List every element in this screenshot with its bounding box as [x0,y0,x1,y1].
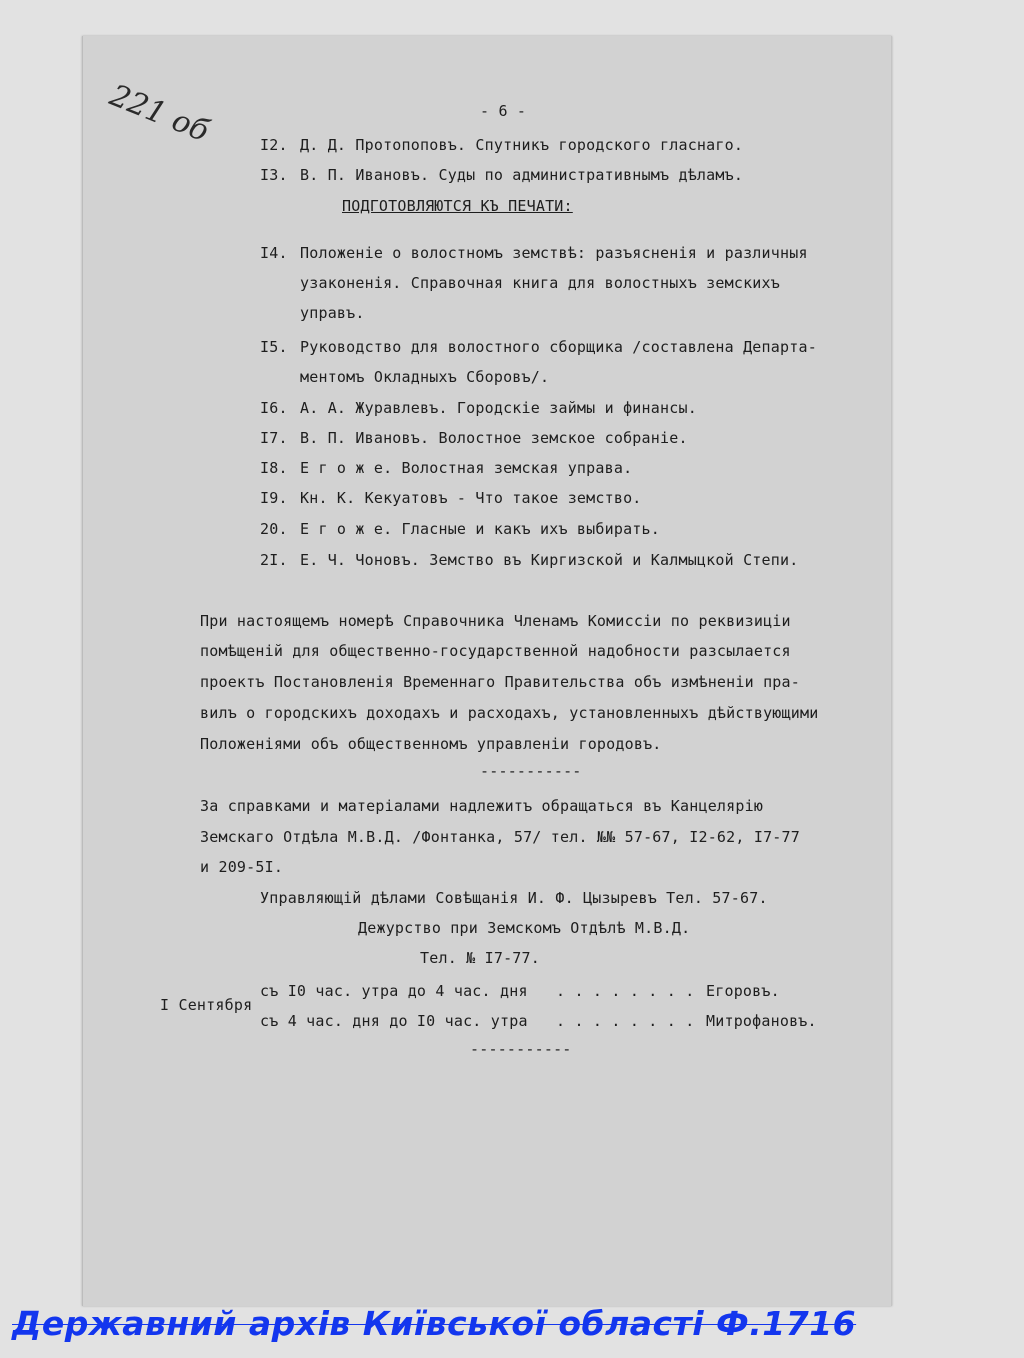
prep-item-line: узаконенія. Справочная книга для волостныхъ земскихъ [300,274,780,292]
notice-line: Положеніями объ общественномъ управленіи городовъ. [200,735,662,753]
prep-item-number: I7. [260,429,288,447]
prep-item-number: I8. [260,459,288,477]
document-sheet [82,36,892,1306]
page-number: - 6 - [480,102,527,120]
prep-item-line: Е г о ж е. Гласные и какъ ихъ выбирать. [300,520,660,538]
prep-item-number: I4. [260,244,288,262]
separator: ----------- [480,762,582,780]
duty-shift-time: съ I0 час. утра до 4 час. дня [260,982,528,1000]
duty-shift-time: съ 4 час. дня до I0 час. утра [260,1012,528,1030]
duty-shift-dots: . . . . . . . . [556,982,695,1000]
prep-item-number: 2I. [260,551,288,569]
notice-line: вилъ о городскихъ доходахъ и расходахъ, установленныхъ дѣйствующими [200,704,819,722]
manager-line: Управляющій дѣлами Совѣщанія И. Ф. Цызыревъ Тел. 57-67. [260,889,768,907]
archive-caption: Державний архів Київської області Ф.1716 [12,1304,857,1343]
prep-item-line: Кн. К. Кекуатовъ - Что такое земство. [300,489,642,507]
prep-item-line: Е г о ж е. Волостная земская управа. [300,459,633,477]
duty-shift-dots: . . . . . . . . [556,1012,695,1030]
prep-item-line: Е. Ч. Чоновъ. Земство въ Киргизской и Калмыцкой Степи. [300,551,799,569]
contact-line: и 209-5I. [200,858,284,876]
in-preparation-heading: ПОДГОТОВЛЯЮТСЯ КЪ ПЕЧАТИ: [342,197,573,215]
duty-shift-name: Митрофановъ. [706,1012,817,1030]
notice-line: проектъ Постановленія Временнаго Правительства объ измѣненіи пра- [200,673,800,691]
item-number: I3. [260,166,288,184]
prep-item-line: Руководство для волостного сборщика /составлена Департа- [300,338,817,356]
duty-shift-name: Егоровъ. [706,982,780,1000]
notice-line: При настоящемъ номерѣ Справочника Членамъ Комиссіи по реквизиціи [200,612,791,630]
prep-item-line: Положеніе о волостномъ земствѣ: разъясненія и различныя [300,244,808,262]
separator: ----------- [470,1040,572,1058]
contact-line: Земскаго Отдѣла М.В.Д. /Фонтанка, 57/ тел. №№ 57-67, I2-62, I7-77 [200,828,800,846]
duty-phone: Тел. № I7-77. [420,949,540,967]
prep-item-number: 20. [260,520,288,538]
item-number: I2. [260,136,288,154]
duty-heading: Дежурство при Земскомъ Отдѣлѣ М.В.Д. [358,919,691,937]
prep-item-line: В. П. Ивановъ. Волостное земское собраніе. [300,429,688,447]
item-text: В. П. Ивановъ. Суды по административнымъ дѣламъ. [300,166,744,184]
prep-item-line: ментомъ Окладныхъ Сборовъ/. [300,368,550,386]
contact-line: За справками и матеріалами надлежитъ обращаться въ Канцелярію [200,797,764,815]
prep-item-number: I9. [260,489,288,507]
duty-date: I Сентября [160,996,253,1014]
prep-item-number: I6. [260,399,288,417]
prep-item-line: управъ. [300,304,365,322]
prep-item-line: А. А. Журавлевъ. Городскіе займы и финансы. [300,399,697,417]
prep-item-number: I5. [260,338,288,356]
notice-line: помѣщеній для общественно-государственной надобности разсылается [200,642,791,660]
item-text: Д. Д. Протопоповъ. Спутникъ городского гласнаго. [300,136,744,154]
handwritten-folio-note: 221 об [104,78,214,150]
